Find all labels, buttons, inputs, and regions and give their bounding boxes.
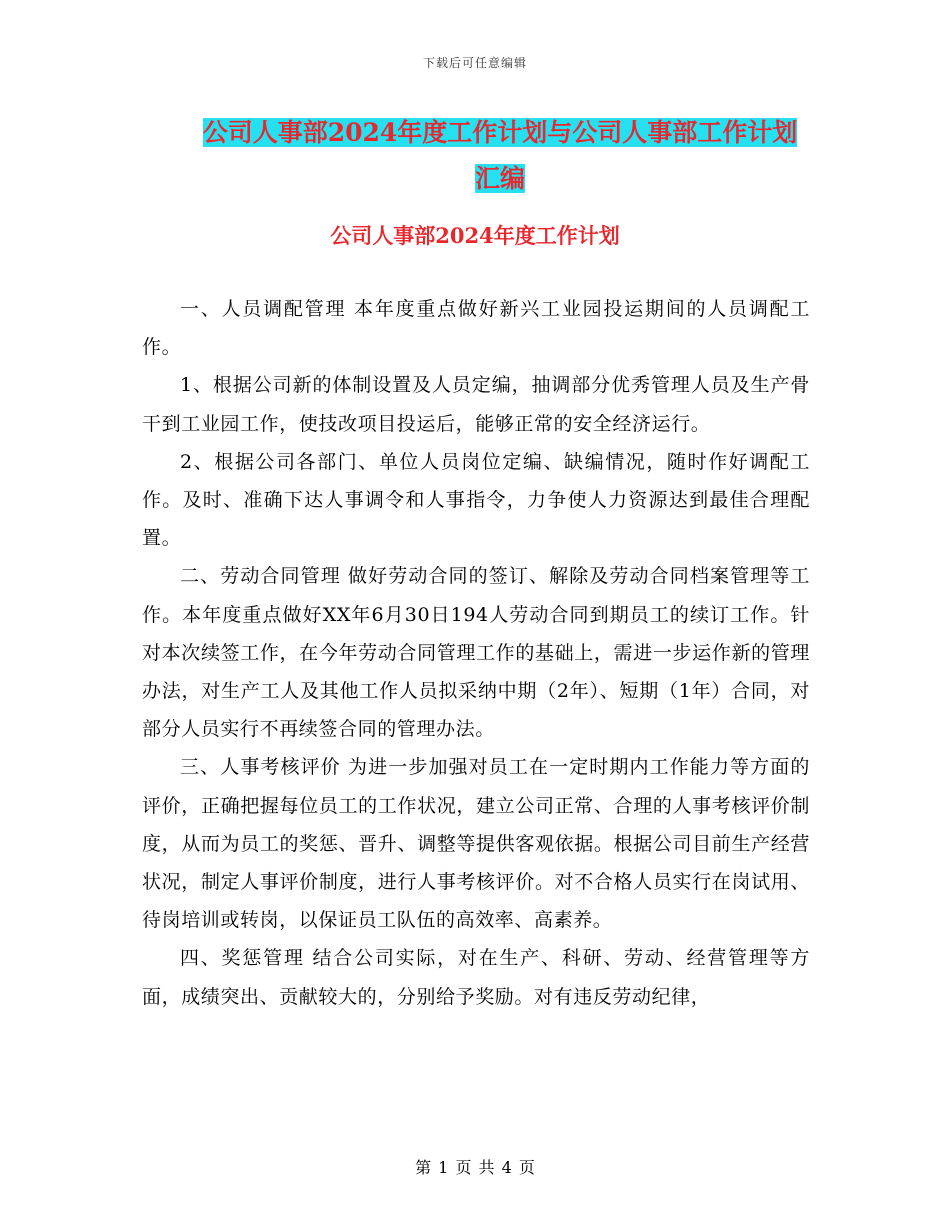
document-body: [142, 290, 810, 1016]
paragraph: 三、人事考核评价 为进一步加强对员工在一定时期内工作能力等方面的评价，正确把握每位员工的工作状况，建立公司正常、合理的人事考核评价制度，从而为员工的奖惩、晋升、调整等提供客观依据。根据公司目前生产经营状况，制定人事评价制度，进行人事考核评价。对不合格人员实行在岗试用、待岗培训或转岗，以保证员工队伍的高效率、高素养。: [142, 756, 810, 932]
paragraph: 1、根据公司新的体制设置及人员定编，抽调部分优秀管理人员及生产骨干到工业园工作，使技改项目投运后，能够正常的安全经济运行。: [142, 374, 810, 435]
page-header-note: 下载后可任意编辑: [422, 56, 527, 70]
section-title: 公司人事部2024年度工作计划: [330, 223, 620, 248]
paragraph: 一、人员调配管理 本年度重点做好新兴工业园投运期间的人员调配工作。: [142, 298, 810, 359]
document-title: [150, 110, 850, 202]
paragraph: 2、根据公司各部门、单位人员岗位定编、缺编情况，随时作好调配工作。及时、准确下达人事调令和人事指令，力争使人力资源达到最佳合理配置。: [142, 450, 810, 550]
document-title-line-2: 汇编: [474, 164, 525, 193]
page-footer-number: 第 1 页 共 4 页: [415, 1158, 535, 1177]
document-title-line-1: 公司人事部2024年度工作计划与公司人事部工作计划: [202, 118, 798, 147]
paragraph: 二、劳动合同管理 做好劳动合同的签订、解除及劳动合同档案管理等工作。本年度重点做好XX年6月30日194人劳动合同到期员工的续订工作。针对本次续签工作，在今年劳动合同管理工作的基础上，需进一步运作新的管理办法，对生产工人及其他工作人员拟采纳中期（2年）、短期（1年）合同，对部分人员实行不再续签合同的管理办法。: [142, 565, 810, 741]
paragraph: 四、奖惩管理 结合公司实际，对在生产、科研、劳动、经营管理等方面，成绩突出、贡献较大的，分别给予奖励。对有违反劳动纪律，: [142, 947, 810, 1008]
